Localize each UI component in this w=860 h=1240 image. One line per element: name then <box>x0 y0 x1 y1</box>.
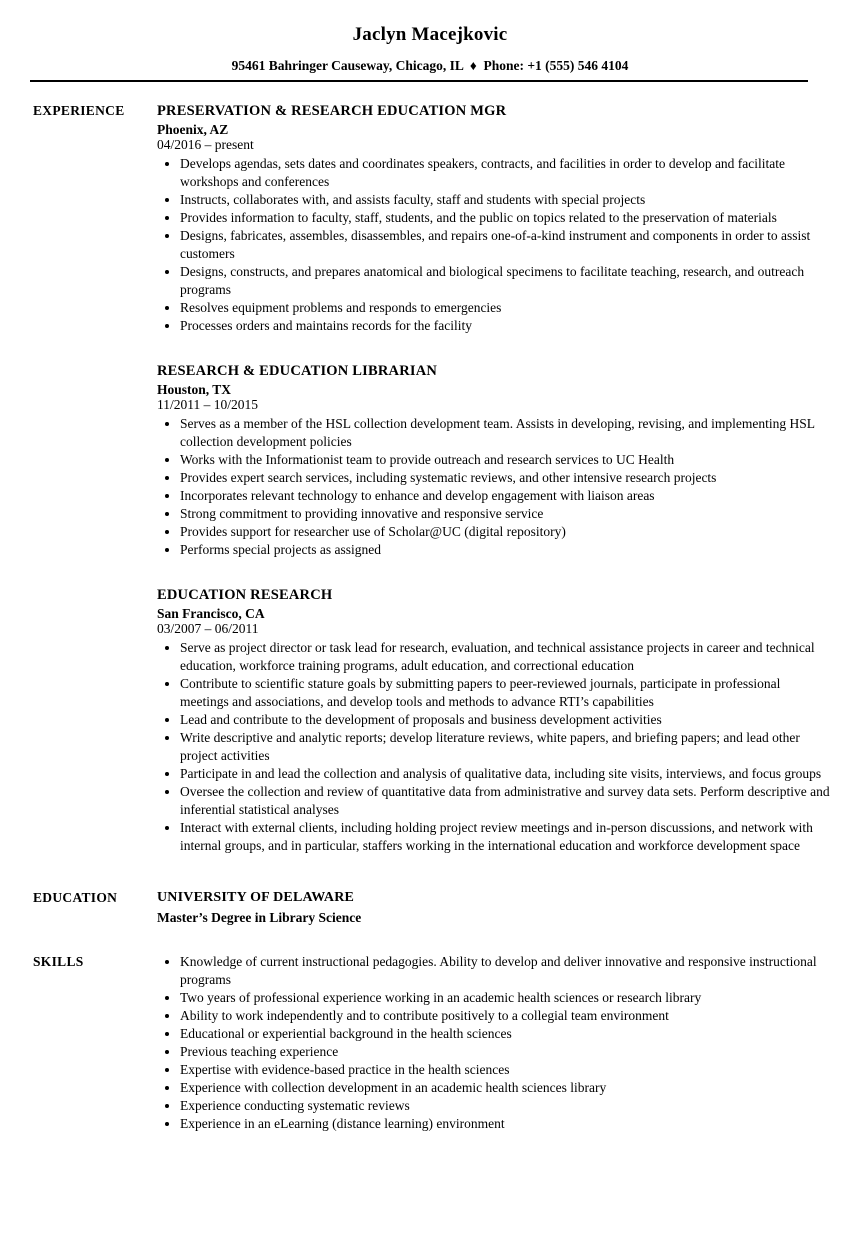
school-name: UNIVERSITY OF DELAWARE <box>157 890 355 905</box>
job-location: Phoenix, AZ <box>157 122 229 137</box>
job-bullet-list <box>157 415 830 559</box>
section-label-education: EDUCATION <box>33 890 118 905</box>
job-title: EDUCATION RESEARCH <box>157 587 333 603</box>
job-dates: 04/2016 – present <box>157 137 254 152</box>
bullet-item: • Strong commitment to providing innovative and responsive service <box>180 505 830 523</box>
bullet-item: • Works with the Informationist team to provide outreach and research services to UC Health <box>180 451 830 469</box>
bullet-item: • Write descriptive and analytic reports; develop literature reviews, white papers, and briefing papers; and lead other project activities <box>180 729 830 765</box>
job-title: RESEARCH & EDUCATION LIBRARIAN <box>157 363 438 379</box>
bullet-item: • Provides information to faculty, staff, students, and the public on topics related to the preservation of materials <box>180 209 830 227</box>
contact-line: 95461 Bahringer Causeway, Chicago, IL ♦ Phone: +1 (555) 546 4104 <box>231 58 629 73</box>
bullet-item: • Expertise with evidence-based practice in the health sciences <box>180 1061 830 1079</box>
bullet-item: • Previous teaching experience <box>180 1043 830 1061</box>
skills-bullet-list <box>157 953 830 1133</box>
resume-header <box>0 24 860 82</box>
section-label-experience: EXPERIENCE <box>33 103 125 118</box>
experience-content <box>157 102 830 855</box>
skills-section <box>0 953 860 1133</box>
bullet-item: • Serves as a member of the HSL collection development team. Assists in developing, revising, and implementing HSL collection development policies <box>180 415 830 451</box>
bullet-item: • Develops agendas, sets dates and coordinates speakers, contracts, and facilities in order to develop and facilitate workshops and conferences <box>180 155 830 191</box>
bullet-item: • Contribute to scientific stature goals by submitting papers to peer-reviewed journals, participate in professional meetings and associations, and develop tools and methods to advance RTI’s capabilities <box>180 675 830 711</box>
degree-name: Master’s Degree in Library Science <box>157 910 362 925</box>
bullet-item: • Educational or experiential background in the health sciences <box>180 1025 830 1043</box>
bullet-item: • Instructs, collaborates with, and assists faculty, staff and students with special projects <box>180 191 830 209</box>
bullet-item: • Processes orders and maintains records for the facility <box>180 317 830 335</box>
job-bullet-list <box>157 155 830 335</box>
job-title: PRESERVATION & RESEARCH EDUCATION MGR <box>157 103 507 119</box>
job-location: San Francisco, CA <box>157 606 265 621</box>
bullet-item: • Oversee the collection and review of quantitative data from administrative and survey data sets. Perform descriptive and inferential statistical analyses <box>180 783 830 819</box>
job-entry-1 <box>157 102 830 335</box>
section-label-skills: SKILLS <box>33 954 84 969</box>
bullet-item: • Lead and contribute to the development of proposals and business development activities <box>180 711 830 729</box>
bullet-item: • Knowledge of current instructional pedagogies. Ability to develop and deliver innovative and responsive instructional programs <box>180 953 830 989</box>
education-content <box>157 889 830 927</box>
bullet-item: • Provides support for researcher use of Scholar@UC (digital repository) <box>180 523 830 541</box>
experience-section <box>0 102 860 855</box>
job-entry-3 <box>157 586 830 855</box>
job-dates: 11/2011 – 10/2015 <box>157 397 258 412</box>
education-section <box>0 889 860 927</box>
job-entry-2 <box>157 362 830 559</box>
person-name: Jaclyn Macejkovic <box>352 24 508 45</box>
bullet-item: • Performs special projects as assigned <box>180 541 830 559</box>
skills-content <box>157 953 830 1133</box>
bullet-item: • Interact with external clients, including holding project review meetings and in-person discussions, and network with internal groups, and in particular, staffers working in the international education and workforce development space <box>180 819 830 855</box>
bullet-item: • Ability to work independently and to contribute positively to a collegial team environment <box>180 1007 830 1025</box>
header-divider <box>30 80 808 82</box>
job-bullet-list <box>157 639 830 855</box>
bullet-item: • Provides expert search services, including systematic reviews, and other intensive research projects <box>180 469 830 487</box>
bullet-item: • Participate in and lead the collection and analysis of qualitative data, including site visits, interviews, and focus groups <box>180 765 830 783</box>
bullet-item: • Incorporates relevant technology to enhance and develop engagement with liaison areas <box>180 487 830 505</box>
bullet-item: • Resolves equipment problems and responds to emergencies <box>180 299 830 317</box>
bullet-item: • Serve as project director or task lead for research, evaluation, and technical assistance projects in career and technical education, workforce training programs, adult education, and correctional education <box>180 639 830 675</box>
bullet-item: • Designs, constructs, and prepares anatomical and biological specimens to facilitate teaching, research, and outreach programs <box>180 263 830 299</box>
job-location: Houston, TX <box>157 382 232 397</box>
job-dates: 03/2007 – 06/2011 <box>157 621 259 636</box>
bullet-item: • Experience in an eLearning (distance learning) environment <box>180 1115 830 1133</box>
bullet-item: • Designs, fabricates, assembles, disassembles, and repairs one-of-a-kind instrument and components in order to assist customers <box>180 227 830 263</box>
bullet-item: • Two years of professional experience working in an academic health sciences or research library <box>180 989 830 1007</box>
bullet-item: • Experience conducting systematic reviews <box>180 1097 830 1115</box>
bullet-item: • Experience with collection development in an academic health sciences library <box>180 1079 830 1097</box>
